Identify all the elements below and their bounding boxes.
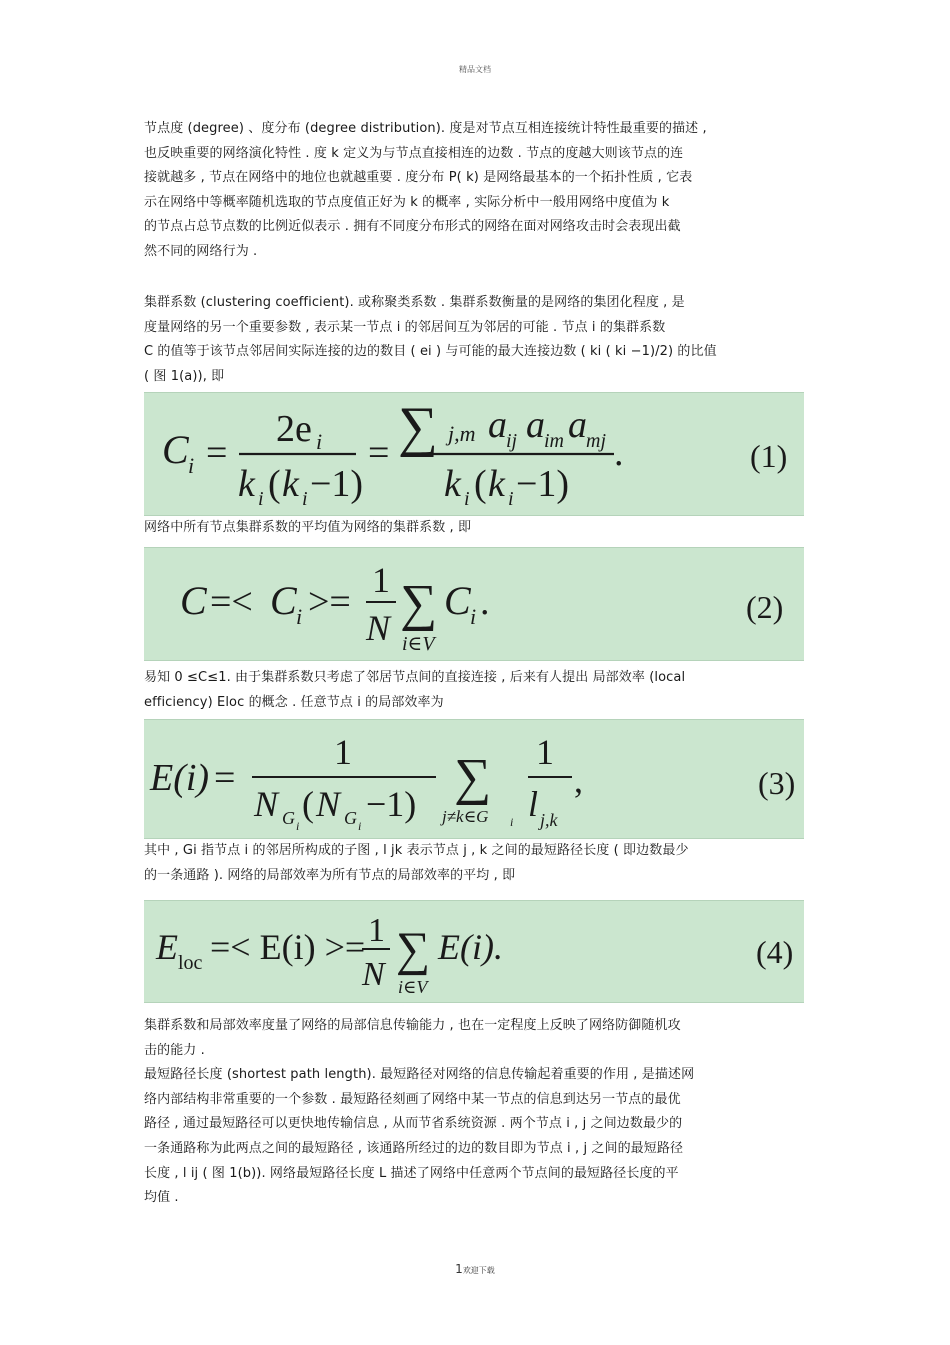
eq3-den-gi: i xyxy=(296,819,300,833)
eq3-sum-sub: j≠k∈G xyxy=(442,807,489,826)
text-line: 节点度 (degree) 、度分布 (degree distribution). 度是对节点互相连接统计特性最重要的描述 , xyxy=(144,121,707,136)
eq1-a2: a xyxy=(526,404,545,446)
paragraph-clustering xyxy=(144,291,808,389)
text-line: 的一条通路 ). 网络的局部效率为所有节点的局部效率的平均 , 即 xyxy=(144,867,516,883)
text-line: 最短路径长度 (shortest path length). 最短路径对网络的信息传输起着重要的作用 , 是描述网 xyxy=(144,1067,695,1083)
eq3-den-g: G xyxy=(282,808,295,828)
eq1-a1: a xyxy=(488,404,507,446)
text-line: 度量网络的另一个重要参数 , 表示某一节点 i 的邻居间互为邻居的可能 . 节点 i 的集群系数 xyxy=(144,319,666,335)
eq3-den-n: N xyxy=(254,784,279,824)
paragraph-degree xyxy=(144,117,808,265)
eq1-num-sub: i xyxy=(316,429,323,454)
eq1-lhs: C xyxy=(162,427,189,472)
eq1-equals-2: = xyxy=(368,432,390,474)
eq1-den-k: k xyxy=(238,463,255,505)
paragraph-subgraph xyxy=(144,839,808,888)
eq1-a3-sub: mj xyxy=(586,430,606,452)
equation-4 xyxy=(144,900,804,1003)
eq4-sum-sub: i∈V xyxy=(398,977,428,997)
eq1-den-close: −1) xyxy=(310,463,364,505)
eq3-den-gi2: i xyxy=(358,819,362,833)
eq1-lhs-sub: i xyxy=(188,453,195,478)
eq2-gt: >= xyxy=(308,581,351,623)
equation-2 xyxy=(144,547,804,661)
equation-3 xyxy=(144,719,804,839)
text-line: efficiency) Eloc 的概念 . 任意节点 i 的局部效率为 xyxy=(144,694,444,710)
eq3-den-g2: G xyxy=(344,808,357,828)
text-line: 的节点占总节点数的比例近似表示 . 拥有不同度分布形式的网络在面对网络攻击时会表现出截 xyxy=(144,219,681,235)
eq2-ci-sub: i xyxy=(296,604,303,629)
eq2-ci2-sub: i xyxy=(470,604,477,629)
eq1-sum: ∑ xyxy=(398,396,438,458)
eq2-sum-sub: i∈V xyxy=(402,633,435,655)
text-line: 网络中所有节点集群系数的平均值为网络的集群系数 , 即 xyxy=(144,520,472,535)
eq3-den-n2: N xyxy=(316,784,341,824)
page-footer xyxy=(0,1262,950,1276)
eq3-l-sub: j,k xyxy=(540,810,558,830)
eq4-sum: ∑ xyxy=(396,923,431,976)
equation-1 xyxy=(144,392,804,516)
eq1-den2-sub2: i xyxy=(508,488,514,510)
text-line: C 的值等于该节点邻居间实际连接的边的数目 ( ei ) 与可能的最大连接边数 ( ki ( ki −1)/2) 的比值 xyxy=(144,344,717,360)
text-line: 一条通路称为此两点之间的最短路径 , 该通路所经过的边的数目即为节点 i , j 之间的最短路径 xyxy=(144,1140,684,1156)
footer-text: 欢迎下载 xyxy=(462,1266,495,1275)
text-line: 集群系数 (clustering coefficient). 或称聚类系数 . 集群系数衡量的是网络的集团化程度 , 是 xyxy=(144,295,685,310)
eq2-sum: ∑ xyxy=(400,575,438,632)
text-line: 长度 , l ij ( 图 1(b)). 网络最短路径长度 L 描述了网络中任意两个节点间的最短路径长度的平 xyxy=(144,1165,679,1181)
text-line: 络内部结构非常重要的一个参数 . 最短路径刻画了网络中某一节点的信息到达另一节点的最优 xyxy=(144,1091,681,1107)
eq4-lhs-sub: loc xyxy=(178,952,203,974)
eq1-a1-sub: ij xyxy=(506,430,518,452)
text-line: 然不同的网络行为 . xyxy=(144,243,258,259)
eq1-den-sub: i xyxy=(258,488,264,510)
eq1-a2-sub: im xyxy=(544,430,564,452)
text-line: 接就越多 , 节点在网络中的地位也就越重要 . 度分布 P( k) 是网络最基本的一个拓扑性质 , 它表 xyxy=(144,170,693,186)
eq1-label: (1) xyxy=(750,438,788,474)
eq2-label: (2) xyxy=(746,589,784,625)
eq2-ci: C xyxy=(270,578,297,623)
eq1-sum-sub: j,m xyxy=(448,421,476,446)
eq4-label: (4) xyxy=(756,934,794,970)
text-line: 均值 . xyxy=(144,1190,179,1206)
eq3-equals: = xyxy=(214,757,236,799)
eq1-den-sub2: i xyxy=(302,488,308,510)
eq1-equals: = xyxy=(206,432,228,474)
eq4-one: 1 xyxy=(368,912,385,949)
eq3-l: l xyxy=(528,784,539,824)
eq1-den2-k: k xyxy=(444,463,461,505)
text-line: 也反映重要的网络演化特性 . 度 k 定义为与节点直接相连的边数 . 节点的度越大则该节点的连 xyxy=(144,145,684,161)
eq3-comma: , xyxy=(574,760,583,800)
text-line: 其中 , Gi 指节点 i 的邻居所构成的子图 , l jk 表示节点 j , k 之间的最短路径长度 ( 即边数最少 xyxy=(144,843,689,858)
eq4-lhs: E xyxy=(156,927,178,967)
text-line: 路径 , 通过最短路径可以更快地传输信息 , 从而节省系统资源 . 两个节点 i , j 之间边数最少的 xyxy=(144,1116,683,1132)
eq1-den2-close: −1) xyxy=(516,463,570,505)
eq1-den2-sub: i xyxy=(464,488,470,510)
eq3-den-close: −1) xyxy=(366,784,417,824)
eq1-a3: a xyxy=(568,404,587,446)
eq3-den-open: ( xyxy=(302,784,314,824)
eq2-mid: =< xyxy=(210,581,253,623)
eq2-lhs: C xyxy=(180,578,207,623)
eq1-den-open: ( xyxy=(268,463,281,505)
eq2-ci2: C xyxy=(444,578,471,623)
eq4-n: N xyxy=(362,956,385,993)
eq1-num: 2e xyxy=(276,408,312,450)
paragraph-eq2-intro xyxy=(144,516,808,541)
eq2-one: 1 xyxy=(372,560,390,600)
text-line: 击的能力 . xyxy=(144,1042,205,1058)
eq3-num-1: 1 xyxy=(536,732,554,772)
paragraph-shortest-path xyxy=(144,1014,808,1211)
eq3-sum-subsub: i xyxy=(510,815,514,829)
text-line: 易知 0 ≤C≤1. 由于集群系数只考虑了邻居节点间的直接连接 , 后来有人提出 局部效率 (local xyxy=(144,670,686,685)
text-line: 集群系数和局部效率度量了网络的局部信息传输能力 , 也在一定程度上反映了网络防御随机攻 xyxy=(144,1018,681,1033)
eq3-lhs: E(i) xyxy=(150,757,210,799)
eq2-dot: . xyxy=(480,581,490,623)
eq3-one: 1 xyxy=(334,732,352,772)
eq2-n: N xyxy=(366,608,391,648)
eq4-tail: E(i). xyxy=(438,927,503,967)
eq1-den2-k2: k xyxy=(488,463,505,505)
page-header: 精品文档 xyxy=(459,65,491,74)
eq1-den2-open: ( xyxy=(474,463,487,505)
text-line: ( 图 1(a)), 即 xyxy=(144,368,225,384)
eq1-dot: . xyxy=(614,432,624,474)
eq4-mid: =< E(i) >= xyxy=(210,927,366,967)
paragraph-local-efficiency xyxy=(144,666,808,715)
eq1-den-k2: k xyxy=(282,463,299,505)
page-number: 1 xyxy=(455,1262,463,1276)
eq3-sum: ∑ xyxy=(454,749,492,806)
eq3-label: (3) xyxy=(758,765,796,801)
text-line: 示在网络中等概率随机选取的节点度值正好为 k 的概率 , 实际分析中一般用网络中度值为 k xyxy=(144,194,670,210)
